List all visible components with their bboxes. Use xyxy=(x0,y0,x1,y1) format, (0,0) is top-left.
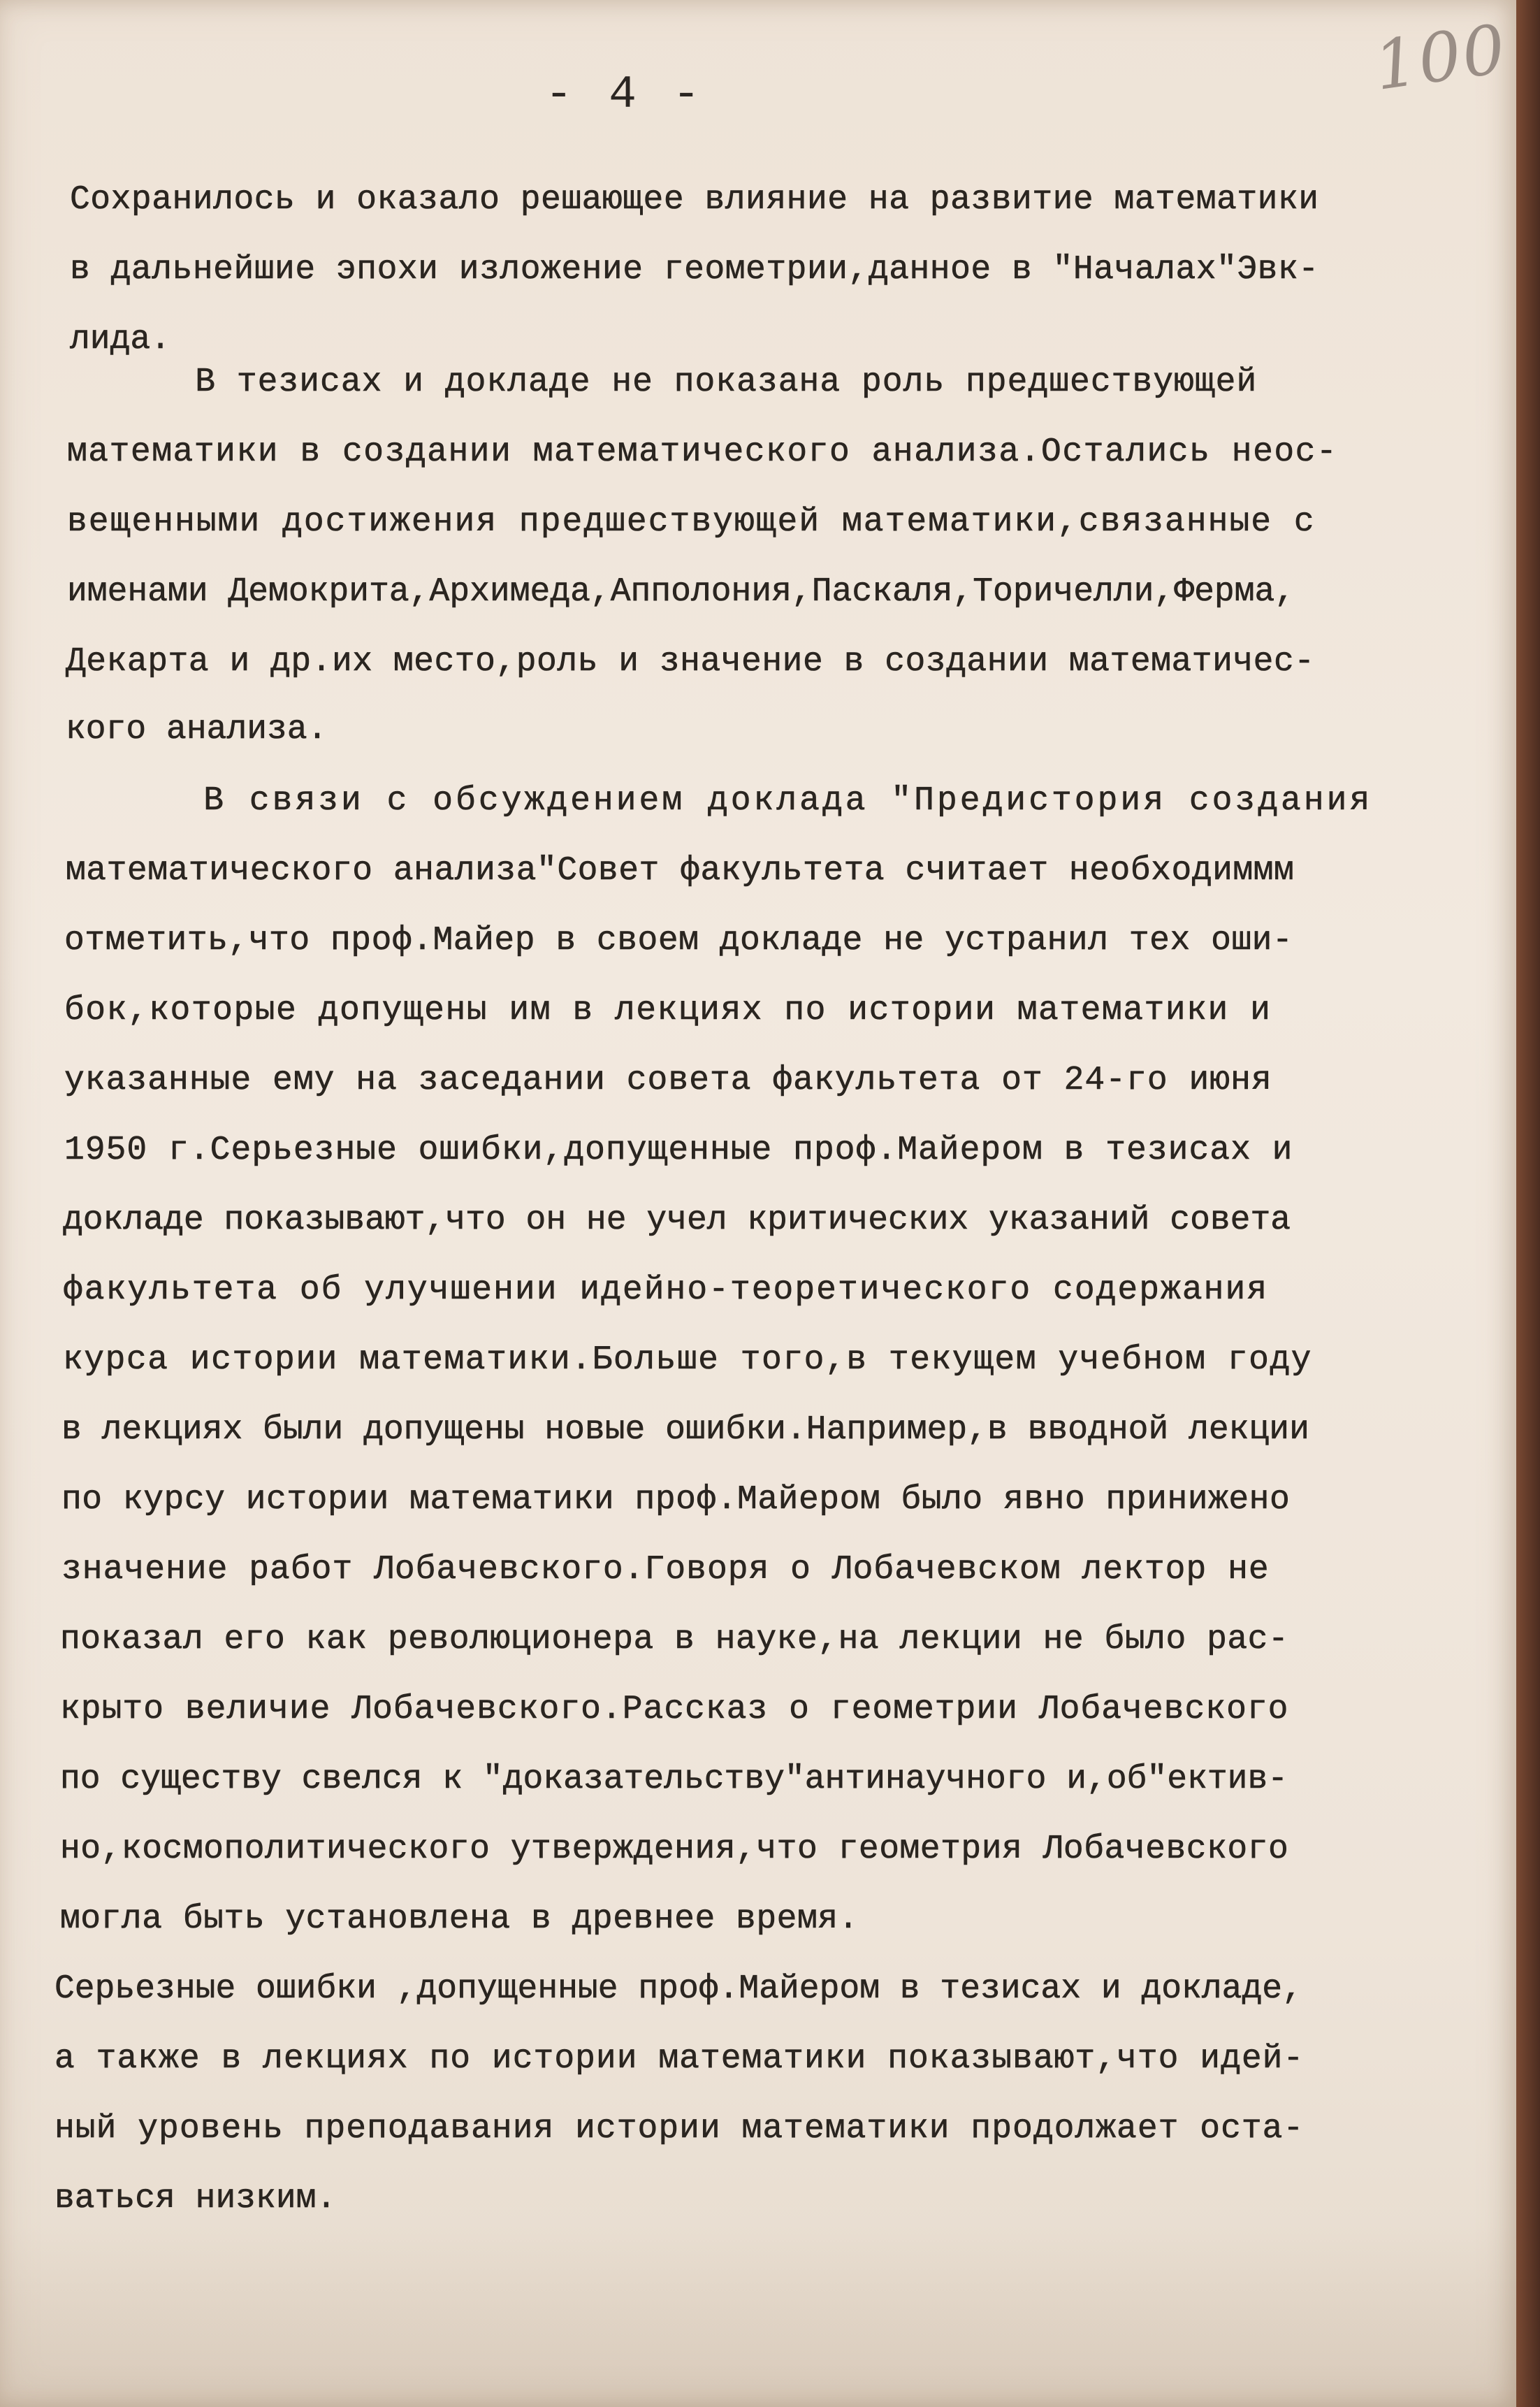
text-line: крыто величие Лобачевского.Рассказ о геометрии Лобачевского xyxy=(60,1691,1289,1728)
text-line: отметить,что проф.Майер в своем докладе не устранил тех оши- xyxy=(64,922,1293,960)
text-line: но,космополитического утверждения,что геометрия Лобачевского xyxy=(60,1830,1289,1868)
text-line: именами Демокрита,Архимеда,Апполония,Паскаля,Торичелли,Ферма, xyxy=(67,573,1295,611)
text-line: лида. xyxy=(70,321,171,359)
text-line: 1950 г.Серьезные ошибки,допущенные проф.Майером в тезисах и xyxy=(64,1132,1293,1169)
text-line: значение работ Лобачевского.Говоря о Лобачевском лектор не xyxy=(61,1551,1270,1589)
text-line: Сохранилось и оказало решающее влияние на развитие математики xyxy=(70,181,1319,219)
page-number: - 4 - xyxy=(545,68,705,121)
text-line: курса истории математики.Больше того,в текущем учебном году xyxy=(63,1341,1312,1379)
text-line: в дальнейшие эпохи изложение геометрии,данное в "Началах"Эвк- xyxy=(70,251,1319,289)
text-line: могла быть установлена в древнее время. xyxy=(60,1900,859,1938)
text-line: бок,которые допущены им в лекциях по истории математики и xyxy=(64,992,1272,1029)
text-line: математики в создании математического анализа.Остались неос- xyxy=(67,433,1338,471)
text-line: а также в лекциях по истории математики показывают,что идей- xyxy=(55,2040,1305,2078)
text-line: Декарта и др.их место,роль и значение в создании математичес- xyxy=(66,643,1315,681)
text-line: указанные ему на заседании совета факультета от 24-го июня xyxy=(64,1062,1272,1099)
text-line: показал его как революционера в науке,на лекции не было рас- xyxy=(60,1621,1289,1658)
text-line: по курсу истории математики проф.Майером было явно принижено xyxy=(61,1481,1291,1519)
text-line: докладе показывают,что он не учел критических указаний совета xyxy=(63,1201,1291,1239)
text-line: В связи с обсуждением доклада "Предистория создания xyxy=(112,782,1373,820)
text-line: В тезисах и докладе не показана роль предшествующей xyxy=(112,363,1258,401)
folio-number: 100 xyxy=(1370,9,1511,106)
text-line: по существу свелся к "доказательству"антинаучного и,об"ектив- xyxy=(60,1761,1288,1798)
text-line: кого анализа. xyxy=(66,711,328,749)
text-line: математического анализа"Совет факультета считает необходиммм xyxy=(66,852,1295,890)
text-line: ный уровень преподавания истории математики продолжает оста- xyxy=(55,2110,1305,2148)
text-line: вещенными достижения предшествующей математики,связанные с xyxy=(67,503,1316,541)
text-line: в лекциях были допущены новые ошибки.Например,в вводной лекции xyxy=(61,1411,1309,1449)
text-line: факультета об улучшении идейно-теоретического содержания xyxy=(63,1271,1269,1309)
text-line: ваться низким. xyxy=(55,2180,337,2218)
text-line: Серьезные ошибки ,допущенные проф.Майером в тезисах и докладе, xyxy=(55,1970,1302,2008)
